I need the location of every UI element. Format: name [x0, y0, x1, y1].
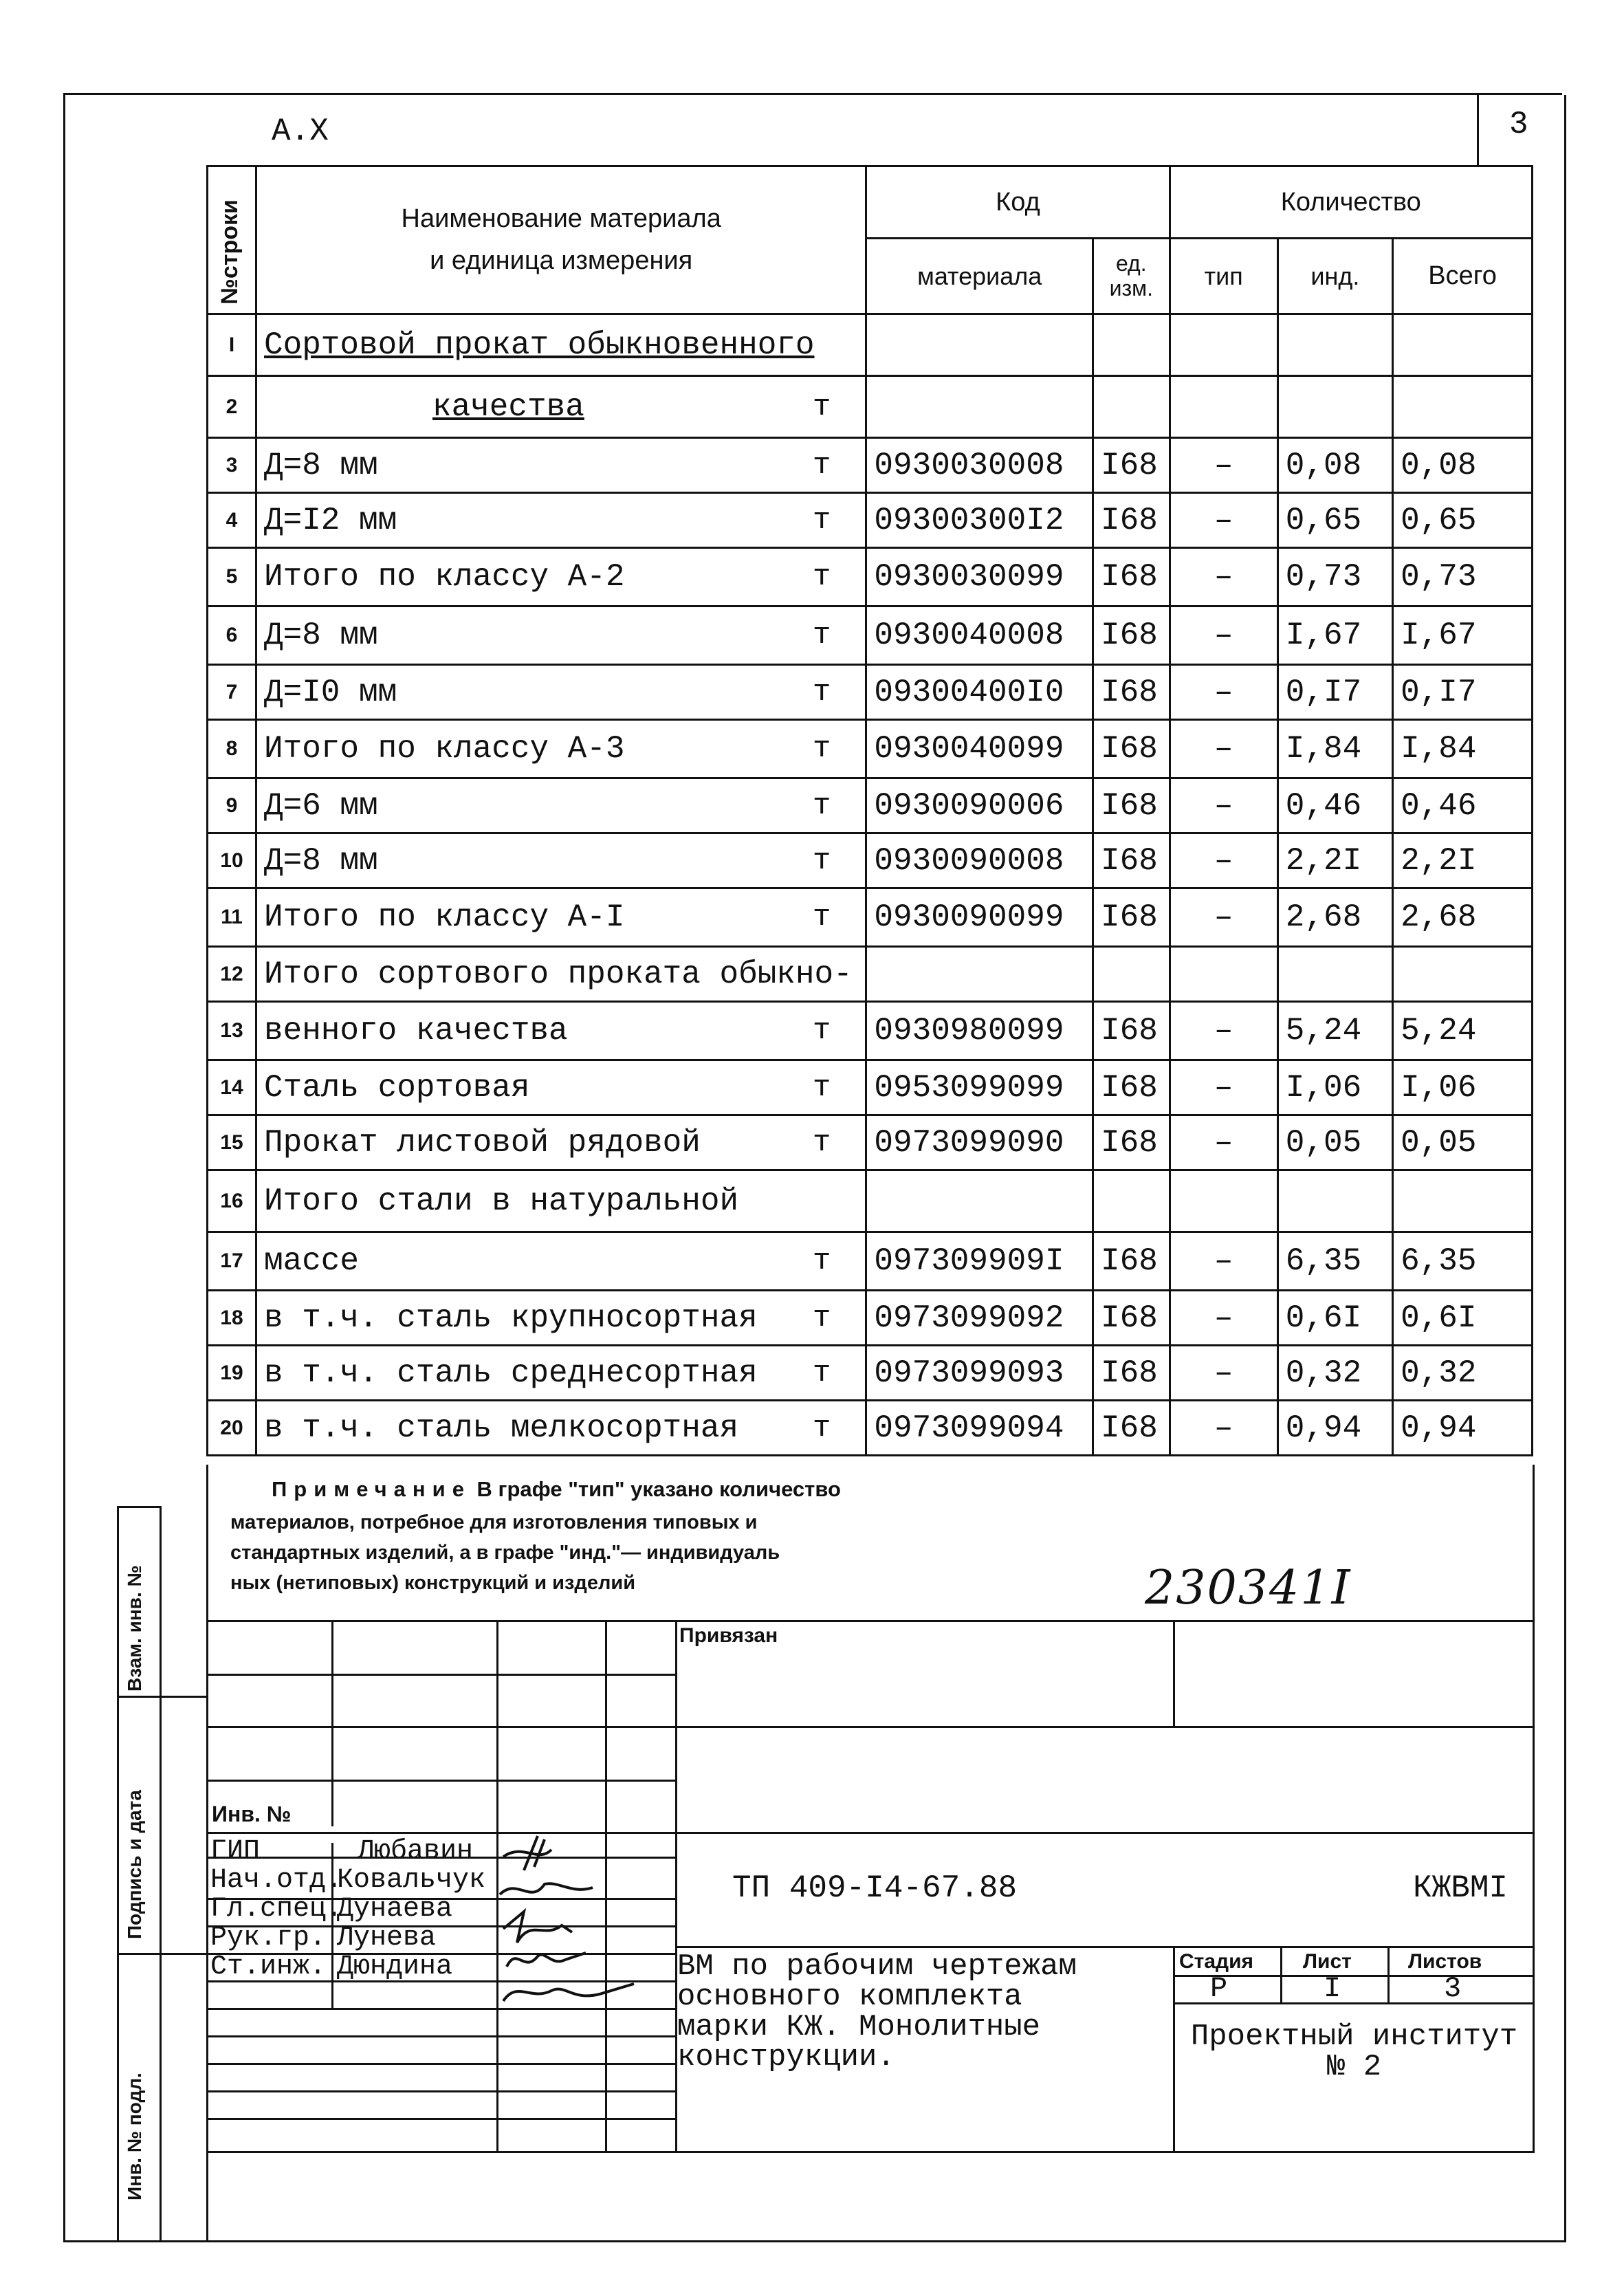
qty-type-header: тип [1170, 239, 1277, 314]
unit-code [1093, 314, 1170, 376]
material-code: 09300400I0 [866, 665, 1093, 720]
stamp-name: Дюндина [337, 1952, 453, 1982]
row-number: 13 [208, 1002, 256, 1060]
material-name-text: Д=I0 мм [263, 674, 397, 710]
row-number: 2 [208, 376, 256, 438]
qty-total: 6,35 [1393, 1232, 1533, 1291]
material-name [256, 947, 866, 1002]
unit-code [1093, 1170, 1170, 1232]
tb-hline [206, 1674, 675, 1676]
row-number: 7 [208, 665, 256, 720]
tb-vline-1 [331, 1620, 333, 1826]
qty-total: 0,I7 [1393, 665, 1533, 720]
qty-type: – [1170, 665, 1277, 720]
material-code: 0930040008 [866, 606, 1093, 665]
material-code [866, 314, 1093, 376]
material-code: 0930030099 [866, 548, 1093, 606]
table-row [208, 833, 1533, 888]
qty-total: I,06 [1393, 1060, 1533, 1115]
table-row [208, 1232, 1533, 1291]
qty-ind: 0,46 [1277, 778, 1392, 833]
sheet-box-divider [1477, 93, 1479, 165]
note-line-4: ных (нетиповых) конструкций и изделий [230, 1572, 636, 1594]
row-number: 4 [208, 493, 256, 548]
table-row [208, 778, 1533, 833]
material-name [256, 1115, 866, 1170]
unit-text: т [812, 843, 831, 878]
qty-ind: 5,24 [1277, 1002, 1392, 1060]
qty-header: Количество [1170, 166, 1532, 239]
qty-ind [1277, 1170, 1392, 1232]
qty-ind: 0,94 [1277, 1401, 1392, 1456]
note-text-1: В графе "тип" указано количество [470, 1477, 841, 1501]
signature-3 [503, 1912, 572, 1943]
table-row [208, 1291, 1533, 1346]
qty-total [1393, 376, 1533, 438]
unit-text: т [812, 1244, 831, 1278]
qty-ind: 0,65 [1277, 493, 1392, 548]
stage-value: Р [1210, 1972, 1228, 2005]
unit-text: т [812, 448, 831, 483]
qty-ind: 2,2I [1277, 833, 1392, 888]
material-code: 0930030008 [866, 438, 1093, 493]
unit-code: I68 [1093, 720, 1170, 778]
side-div-1 [117, 1696, 206, 1698]
qty-total: 0,08 [1393, 438, 1533, 493]
unit-text: т [812, 1300, 831, 1335]
stamp-role: ГИП [210, 1836, 261, 1867]
row-number-header: №строки [208, 166, 256, 314]
material-name [256, 314, 866, 376]
stamp-name: Лунева [337, 1923, 437, 1954]
qty-total: 0,05 [1393, 1115, 1533, 1170]
tb-bottom [206, 2151, 1535, 2153]
qty-type: – [1170, 438, 1277, 493]
qty-total [1393, 947, 1533, 1002]
table-row [208, 947, 1533, 1002]
stamp-name: Дунаева [337, 1894, 453, 1925]
tb-hline [206, 2090, 675, 2092]
unit-code: I68 [1093, 1060, 1170, 1115]
stamp-role: Нач.отд. [210, 1865, 343, 1896]
note-title: Примечание [272, 1477, 471, 1501]
unit-code: I68 [1093, 1232, 1170, 1291]
table-row [208, 1401, 1533, 1456]
unit-code: I68 [1093, 1115, 1170, 1170]
signature-1 [503, 1836, 551, 1870]
material-code: 0930090006 [866, 778, 1093, 833]
material-code: 0930090008 [866, 833, 1093, 888]
row-number: 16 [208, 1170, 256, 1232]
tb-title-divider [1173, 1946, 1175, 2152]
material-name [256, 438, 866, 493]
tb-hline [206, 1780, 675, 1782]
table-row [208, 606, 1533, 665]
qty-ind: I,67 [1277, 606, 1392, 665]
unit-text: т [812, 389, 831, 424]
note-line-1 [272, 1477, 841, 1502]
qty-type: – [1170, 1291, 1277, 1346]
unit-text: т [812, 1410, 831, 1445]
material-name [256, 606, 866, 665]
sheet-value: I [1324, 1972, 1341, 2005]
material-code: 0930040099 [866, 720, 1093, 778]
material-name-text: массе [263, 1243, 360, 1279]
qty-type [1170, 1170, 1277, 1232]
table-row [208, 1060, 1533, 1115]
side-strip-mid [160, 1506, 162, 2240]
qty-total: 5,24 [1393, 1002, 1533, 1060]
qty-type: – [1170, 1002, 1277, 1060]
row-number: 6 [208, 606, 256, 665]
qty-total [1393, 314, 1533, 376]
note-line-2: материалов, потребное для изготовления типовых и [230, 1511, 758, 1533]
unit-code: I68 [1093, 1002, 1170, 1060]
row-number: 17 [208, 1232, 256, 1291]
qty-total: 0,32 [1393, 1346, 1533, 1401]
tb-hline [206, 2063, 675, 2065]
table-row [208, 1115, 1533, 1170]
material-name [256, 833, 866, 888]
row-number: 3 [208, 438, 256, 493]
qty-type: – [1170, 778, 1277, 833]
tb-stage-col2 [1387, 1946, 1390, 2002]
material-name [256, 1060, 866, 1115]
tb-hline [206, 2035, 675, 2037]
qty-ind: 0,05 [1277, 1115, 1392, 1170]
corner-label: A.X [272, 113, 329, 149]
side-invpodl-label: Инв. № подл. [124, 2073, 145, 2200]
table-row [208, 1170, 1533, 1232]
qty-ind: I,84 [1277, 720, 1392, 778]
sheets-value: 3 [1444, 1972, 1462, 2005]
qty-total: I,84 [1393, 720, 1533, 778]
row-number: 10 [208, 833, 256, 888]
inv-no-label: Инв. № [212, 1802, 292, 1826]
side-top [117, 1506, 162, 1508]
material-name [256, 493, 866, 548]
material-name-text: венного качества [263, 1013, 568, 1049]
qty-ind-header: инд. [1277, 239, 1392, 314]
tb-right [1533, 1465, 1535, 2152]
table-row [208, 314, 1533, 376]
tb-hline [206, 2118, 675, 2120]
qty-type: – [1170, 1232, 1277, 1291]
mark-code: КЖВМI [1413, 1870, 1508, 1906]
unit-code: I68 [1093, 1291, 1170, 1346]
tb-top [206, 1620, 1535, 1622]
signature-2 [500, 1883, 593, 1894]
unit-code: I68 [1093, 548, 1170, 606]
qty-type: – [1170, 720, 1277, 778]
material-name-text: Итого по классу А-I [263, 899, 625, 935]
material-name-text: Итого по классу А-3 [263, 731, 625, 767]
tb-hline [206, 1726, 675, 1728]
material-name-text: Д=6 мм [263, 787, 378, 824]
material-name [256, 1346, 866, 1401]
qty-type: – [1170, 548, 1277, 606]
unit-code: I68 [1093, 606, 1170, 665]
qty-type: – [1170, 1346, 1277, 1401]
row-number: 5 [208, 548, 256, 606]
note-line-3: стандартных изделий, а в графе "инд."— индивидуаль [230, 1542, 780, 1564]
material-code: 0973099093 [866, 1346, 1093, 1401]
qty-ind: 0,73 [1277, 548, 1392, 606]
qty-total: 0,6I [1393, 1291, 1533, 1346]
material-name-text: Д=8 мм [263, 447, 378, 483]
material-name-text: Д=8 мм [263, 842, 378, 879]
qty-ind: 2,68 [1277, 888, 1392, 947]
table-row [208, 720, 1533, 778]
material-name [256, 1401, 866, 1456]
qty-type: – [1170, 1115, 1277, 1170]
material-name [256, 1291, 866, 1346]
tb-hline [206, 2008, 675, 2010]
material-name [256, 376, 866, 438]
row-number: 9 [208, 778, 256, 833]
stamp-name: Любавин [358, 1836, 474, 1867]
table-row [208, 548, 1533, 606]
name-header: Наименование материала и единица измерения [256, 166, 866, 314]
table-row [208, 1346, 1533, 1401]
material-name-text: Сортовой прокат обыкновенного [263, 327, 815, 363]
code-unit-header: ед. изм. [1093, 239, 1170, 314]
unit-text: т [812, 1125, 831, 1160]
material-name [256, 665, 866, 720]
table-row [208, 888, 1533, 947]
row-number: 15 [208, 1115, 256, 1170]
row-number: 14 [208, 1060, 256, 1115]
material-code: 0930090099 [866, 888, 1093, 947]
document-title: ВМ по рабочим чертежам основного комплекта марки КЖ. Монолитные конструкции. [677, 1949, 1077, 2075]
row-number: 8 [208, 720, 256, 778]
qty-total: I,67 [1393, 606, 1533, 665]
material-name-text: Итого сортового проката обыкно- [263, 956, 853, 992]
unit-text: т [812, 788, 831, 823]
material-code [866, 947, 1093, 1002]
side-div-2 [117, 1953, 206, 1955]
signature-5 [503, 1984, 634, 2001]
qty-type: – [1170, 1401, 1277, 1456]
material-name-text: в т.ч. сталь мелкосортная [263, 1410, 739, 1446]
qty-total: 2,68 [1393, 888, 1533, 947]
material-name-text: Прокат листовой рядовой [263, 1124, 701, 1161]
stamp-role: Рук.гр. [210, 1923, 327, 1954]
sheet-number: 3 [1509, 107, 1528, 142]
qty-ind: 0,08 [1277, 438, 1392, 493]
row-number: 20 [208, 1401, 256, 1456]
signature-4 [507, 1953, 586, 1967]
qty-total: 0,73 [1393, 548, 1533, 606]
side-vzam-label: Взам. инв. № [124, 1565, 145, 1692]
handwritten-number: 230341I [1145, 1561, 1352, 1615]
top-border [63, 93, 1562, 95]
material-name-text: Итого по классу А-2 [263, 559, 625, 595]
material-name-text: Сталь сортовая [263, 1069, 530, 1106]
side-strip-left [117, 1506, 119, 2240]
tb-code-top [675, 1832, 1535, 1834]
unit-code: I68 [1093, 665, 1170, 720]
qty-type: – [1170, 888, 1277, 947]
material-code: 0953099099 [866, 1060, 1093, 1115]
qty-total: 0,46 [1393, 778, 1533, 833]
stamp-name: Ковальчук [337, 1865, 486, 1896]
unit-text: т [812, 1014, 831, 1048]
table-row [208, 665, 1533, 720]
material-name-text: качества [432, 389, 584, 425]
code-header: Код [866, 166, 1170, 239]
qty-total-header: Всего [1393, 239, 1533, 314]
qty-type: – [1170, 606, 1277, 665]
unit-text: т [812, 675, 831, 710]
row-number: 19 [208, 1346, 256, 1401]
qty-ind: 0,6I [1277, 1291, 1392, 1346]
material-name [256, 1170, 866, 1232]
qty-ind: 0,I7 [1277, 665, 1392, 720]
table-row [208, 376, 1533, 438]
stage-label: Стадия [1179, 1950, 1254, 1973]
unit-text: т [812, 900, 831, 934]
table-row [208, 1002, 1533, 1060]
material-code: 0973099094 [866, 1401, 1093, 1456]
unit-text: т [812, 618, 831, 653]
material-code: 097309909I [866, 1232, 1093, 1291]
qty-ind: 0,32 [1277, 1346, 1392, 1401]
material-code [866, 1170, 1093, 1232]
qty-type: – [1170, 1060, 1277, 1115]
code-material-header: материала [866, 239, 1093, 314]
organization: Проектный институт № 2 [1190, 2020, 1518, 2084]
material-code: 0930980099 [866, 1002, 1093, 1060]
unit-text: т [812, 503, 831, 538]
unit-text: т [812, 1355, 831, 1390]
unit-code: I68 [1093, 438, 1170, 493]
material-name-text: Д=8 мм [263, 617, 378, 653]
side-podp-label: Подпись и дата [124, 1790, 145, 1939]
table-row [208, 493, 1533, 548]
unit-code: I68 [1093, 1401, 1170, 1456]
qty-type [1170, 947, 1277, 1002]
unit-code [1093, 376, 1170, 438]
row-number: 12 [208, 947, 256, 1002]
tb-code-bottom [675, 1946, 1535, 1948]
unit-code: I68 [1093, 1346, 1170, 1401]
qty-ind: I,06 [1277, 1060, 1392, 1115]
unit-code: I68 [1093, 888, 1170, 947]
privyazan-label: Привязан [679, 1624, 778, 1647]
qty-total: 0,65 [1393, 493, 1533, 548]
table-row [208, 438, 1533, 493]
material-name-text: Итого стали в натуральной [263, 1183, 739, 1219]
material-code: 0973099092 [866, 1291, 1093, 1346]
material-name [256, 1232, 866, 1291]
sheets-label: Листов [1408, 1950, 1482, 1973]
unit-code [1093, 947, 1170, 1002]
qty-ind [1277, 376, 1392, 438]
row-number: 18 [208, 1291, 256, 1346]
stamp-role: Гл.спец. [210, 1894, 343, 1925]
qty-ind [1277, 947, 1392, 1002]
unit-text: т [812, 1070, 831, 1105]
material-code: 09300300I2 [866, 493, 1093, 548]
signatures [496, 1829, 703, 2008]
material-name [256, 1002, 866, 1060]
qty-total [1393, 1170, 1533, 1232]
unit-text: т [812, 560, 831, 594]
sheet-label: Лист [1303, 1950, 1352, 1973]
material-code [866, 376, 1093, 438]
qty-type: – [1170, 493, 1277, 548]
material-code: 0973099090 [866, 1115, 1093, 1170]
unit-code: I68 [1093, 778, 1170, 833]
material-name-text: Д=I2 мм [263, 502, 397, 538]
note-left-border [206, 1465, 208, 2240]
material-name-text: в т.ч. сталь среднесортная [263, 1355, 758, 1391]
material-name [256, 888, 866, 947]
qty-total: 2,2I [1393, 833, 1533, 888]
qty-ind: 6,35 [1277, 1232, 1392, 1291]
material-name [256, 720, 866, 778]
unit-code: I68 [1093, 493, 1170, 548]
row-number: I [208, 314, 256, 376]
materials-table [206, 165, 1533, 1456]
material-name-text: в т.ч. сталь крупносортная [263, 1300, 758, 1336]
material-name [256, 778, 866, 833]
stamp-role: Ст.инж. [210, 1952, 327, 1982]
qty-type [1170, 376, 1277, 438]
row-number: 11 [208, 888, 256, 947]
material-name [256, 548, 866, 606]
unit-code: I68 [1093, 833, 1170, 888]
tb-privyazan-bottom [675, 1726, 1535, 1728]
qty-total: 0,94 [1393, 1401, 1533, 1456]
qty-type [1170, 314, 1277, 376]
unit-text: т [812, 732, 831, 766]
doc-code: ТП 409-I4-67.88 [732, 1870, 1018, 1906]
qty-type: – [1170, 833, 1277, 888]
qty-ind [1277, 314, 1392, 376]
tb-stage-col1 [1280, 1946, 1282, 2002]
tb-privyazan-divider [1173, 1620, 1175, 1726]
